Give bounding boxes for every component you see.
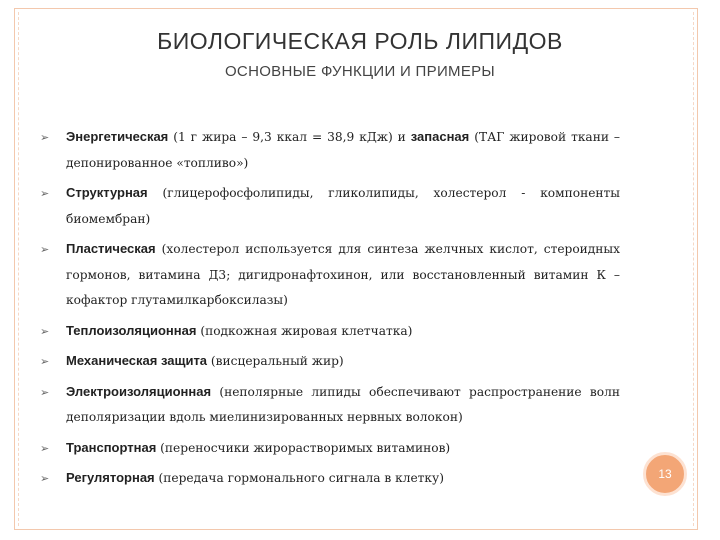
arrow-bullet-icon: ➢ xyxy=(40,131,50,144)
item-term-secondary: запасная xyxy=(410,129,470,144)
item-term: Транспортная xyxy=(66,439,157,455)
item-text: (передача гормонального сигнала в клетку) xyxy=(154,471,444,485)
arrow-bullet-icon: ➢ xyxy=(40,385,50,399)
item-text: (глицерофосфолипиды, гликолипиды, холестерол - компоненты биомембран) xyxy=(66,186,620,226)
item-term: Механическая защита xyxy=(66,353,208,368)
list-item-transport xyxy=(40,435,620,462)
item-text: (переносчики жирорастворимых витаминов) xyxy=(156,440,451,455)
arrow-bullet-icon: ➢ xyxy=(40,441,50,455)
item-text: (1 г жира – 9,3 ккал = 38,9 кДж) и xyxy=(168,130,411,144)
arrow-bullet-icon: ➢ xyxy=(40,355,50,368)
item-term: Пластическая xyxy=(66,241,156,256)
page-number-badge: 13 xyxy=(643,452,687,496)
item-term: Энергетическая xyxy=(66,129,169,144)
list-item-mechanical xyxy=(40,348,620,375)
arrow-bullet-icon: ➢ xyxy=(40,243,50,256)
list-item-structural xyxy=(40,180,620,232)
list-item-thermal xyxy=(40,318,620,345)
function-list xyxy=(40,124,620,496)
list-item-energy xyxy=(40,124,620,176)
item-term: Теплоизоляционная xyxy=(66,322,197,338)
item-term: Регуляторная xyxy=(66,470,155,485)
item-text: (неполярные липиды обеспечивают распространение волн деполяризации вдоль миелинизированных нервных волокон) xyxy=(66,384,620,424)
arrow-bullet-icon: ➢ xyxy=(40,187,50,200)
list-item-electrical xyxy=(40,379,620,431)
item-text: (подкожная жировая клетчатка) xyxy=(196,323,413,338)
item-text-secondary: (ТАГ жировой ткани – депонированное «топливо») xyxy=(66,130,620,170)
item-text: (висцеральный жир) xyxy=(207,354,344,368)
list-item-regulatory xyxy=(40,465,620,492)
arrow-bullet-icon: ➢ xyxy=(40,324,50,338)
slide-subtitle: ОСНОВНЫЕ ФУНКЦИИ И ПРИМЕРЫ xyxy=(224,63,496,80)
item-term: Электроизоляционная xyxy=(66,383,212,399)
arrow-bullet-icon: ➢ xyxy=(40,472,50,485)
list-item-plastic xyxy=(40,236,620,314)
item-text: (холестерол используется для синтеза желчных кислот, стероидных гормонов, витамина Д3; дигидронафтохинон, или восстановленный витамин К – кофактор глутамилкарбоксилазы) xyxy=(66,242,620,307)
slide-title: БИОЛОГИЧЕСКАЯ РОЛЬ ЛИПИДОВ xyxy=(157,28,563,54)
item-term: Структурная xyxy=(66,185,148,200)
